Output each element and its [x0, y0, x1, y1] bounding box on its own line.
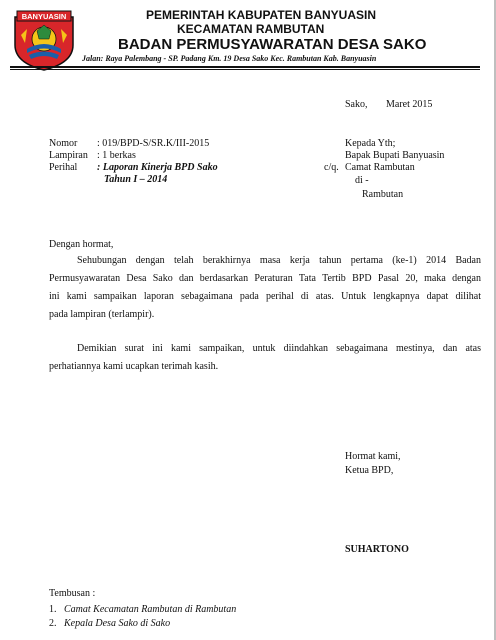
recipient-line-2: Bapak Bupati Banyuasin: [345, 150, 445, 161]
paragraph-1-line-4: pada lampiran (terlampir).: [49, 309, 155, 320]
letterhead-line-2: KECAMATAN RAMBUTAN: [177, 22, 325, 36]
paragraph-2-line-2: perhatiannya kami ucapkan terimah kasih.: [49, 361, 219, 372]
paragraph-1-line-1: Sehubungan dengan telah berakhirnya masa kerja tahun pertama (ke-1) 2014 Badan: [77, 255, 481, 266]
cc-item-2: Kepala Desa Sako di Sako: [64, 618, 171, 629]
letterhead-line-3: BADAN PERMUSYAWARATAN DESA SAKO: [118, 36, 427, 53]
lampiran-value: : 1 berkas: [97, 150, 136, 161]
letterhead-address: Jalan: Raya Palembang - SP. Padang Km. 19 Desa Sako Kec. Rambutan Kab. Banyuasin: [82, 54, 377, 63]
perihal-value: : Laporan Kinerja BPD Sako: [97, 162, 218, 173]
perihal-value-line-2: Tahun I – 2014: [104, 174, 168, 185]
cc-item-2-number: 2.: [49, 618, 57, 629]
letterhead-divider-thin: [10, 69, 480, 70]
perihal-label: Perihal: [49, 162, 78, 173]
nomor-label: Nomor: [49, 138, 78, 149]
recipient-line-3: Camat Rambutan: [345, 162, 415, 173]
recipient-line-5: Rambutan: [362, 189, 404, 200]
recipient-cq-label: c/q.: [324, 162, 339, 173]
paragraph-1-line-2: Permusyawaratan Desa Sako dan berdasarkan Peraturan Tata Tertib BPD Pasal 20, maka dengan: [49, 273, 481, 284]
paragraph-2-line-1: Demikian surat ini kami sampaikan, untuk diindahkan sebagaimana mestinya, dan atas: [77, 343, 481, 354]
date-month-year: Maret 2015: [386, 99, 433, 110]
greeting: Dengan hormat,: [49, 239, 114, 250]
nomor-value: : 019/BPD-S/SR.K/III-2015: [97, 138, 210, 149]
cc-label: Tembusan :: [49, 588, 96, 599]
signature-name: SUHARTONO: [345, 544, 409, 555]
date-place: Sako,: [345, 99, 368, 110]
recipient-line-4: di -: [355, 175, 369, 186]
lampiran-label: Lampiran: [49, 150, 88, 161]
signature-title: Ketua BPD,: [345, 465, 394, 476]
letterhead-divider: [10, 66, 480, 68]
banyuasin-emblem-icon: [11, 9, 77, 71]
cc-item-1: Camat Kecamatan Rambutan di Rambutan: [64, 604, 237, 615]
cc-item-1-number: 1.: [49, 604, 57, 615]
logo-text: BANYUASIN: [21, 12, 67, 21]
recipient-line-1: Kepada Yth;: [345, 138, 396, 149]
paragraph-1-line-3: ini kami sampaikan laporan sebagaimana pada perihal di atas. Untuk lengkapnya dapat dilihat: [49, 291, 481, 302]
letterhead-line-1: PEMERINTAH KABUPATEN BANYUASIN: [146, 8, 377, 22]
signature-closing: Hormat kami,: [345, 451, 401, 462]
